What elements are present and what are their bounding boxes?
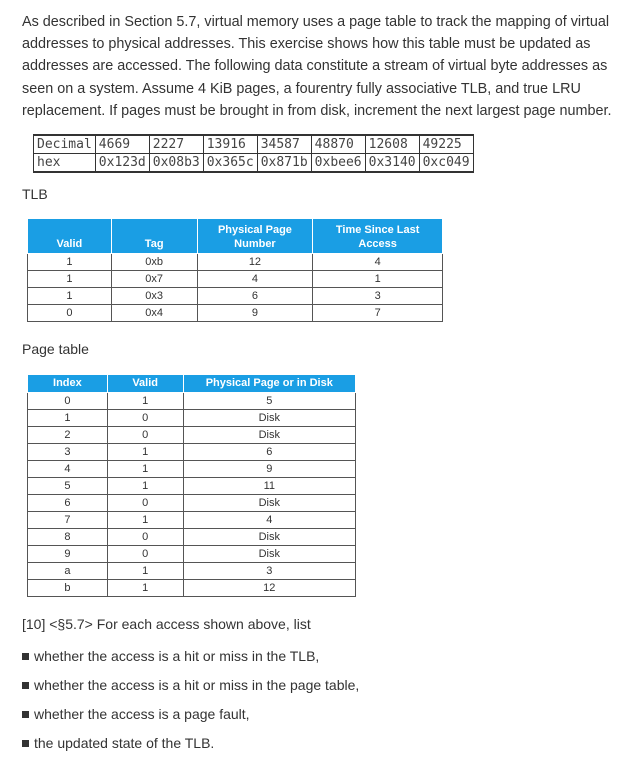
page-table-row xyxy=(28,495,356,512)
decimal-cell: 4669 xyxy=(95,135,149,154)
page-table-cell: 3 xyxy=(183,563,355,580)
decimal-cell: 48870 xyxy=(311,135,365,154)
page-table-cell: 12 xyxy=(183,580,355,597)
hex-row xyxy=(34,154,474,173)
tlb-row xyxy=(28,305,443,322)
question-item-text: the updated state of the TLB. xyxy=(34,734,215,751)
page-table-cell: 1 xyxy=(28,410,108,427)
tlb-header-physical-page-number: Physical Page Number xyxy=(197,219,313,254)
question-item-text: whether the access is a page fault, xyxy=(34,705,250,722)
page-table-row xyxy=(28,546,356,563)
page-table-cell: 8 xyxy=(28,529,108,546)
page-table-header-index: Index xyxy=(28,375,108,393)
page-table-row xyxy=(28,563,356,580)
decimal-row xyxy=(34,135,474,154)
hex-cell: 0x3140 xyxy=(365,154,419,173)
tlb-cell: 4 xyxy=(313,254,443,271)
tlb-cell: 9 xyxy=(197,305,313,322)
tlb-cell: 0x4 xyxy=(111,305,197,322)
question-list xyxy=(22,612,359,757)
tlb-header-valid: Valid xyxy=(28,219,112,254)
hex-label: hex xyxy=(34,154,96,173)
tlb-cell: 7 xyxy=(313,305,443,322)
page-table-row xyxy=(28,444,356,461)
page-table-cell: a xyxy=(28,563,108,580)
page-table-cell: 6 xyxy=(28,495,108,512)
tlb-row xyxy=(28,288,443,305)
tlb-header-row xyxy=(28,219,443,254)
tlb-cell: 1 xyxy=(28,271,112,288)
page-table-cell: 9 xyxy=(28,546,108,563)
page-table-cell: 3 xyxy=(28,444,108,461)
square-bullet-icon xyxy=(22,653,29,660)
tlb-header-time-since-last-access: Time Since Last Access xyxy=(313,219,443,254)
page-table-cell: Disk xyxy=(183,529,355,546)
square-bullet-icon xyxy=(22,740,29,747)
question-item xyxy=(22,641,359,670)
tlb-title: TLB xyxy=(22,186,48,202)
decimal-cell: 2227 xyxy=(149,135,203,154)
page-table-cell: 0 xyxy=(28,393,108,410)
page-table-cell: 0 xyxy=(107,529,183,546)
page-table-cell: Disk xyxy=(183,495,355,512)
page-table-cell: 0 xyxy=(107,410,183,427)
page-table xyxy=(27,374,356,597)
page-table-cell: 1 xyxy=(107,393,183,410)
page-table-cell: 2 xyxy=(28,427,108,444)
page-table-cell: 1 xyxy=(107,563,183,580)
question-item xyxy=(22,728,359,757)
page-table-cell: Disk xyxy=(183,546,355,563)
page-table-title: Page table xyxy=(22,341,89,357)
page-table-cell: 4 xyxy=(183,512,355,529)
decimal-cell: 34587 xyxy=(257,135,311,154)
decimal-label: Decimal xyxy=(34,135,96,154)
page-table-cell: 0 xyxy=(107,546,183,563)
page-table-cell: 11 xyxy=(183,478,355,495)
page-table-cell: Disk xyxy=(183,427,355,444)
hex-cell: 0x365c xyxy=(203,154,257,173)
page-table-cell: 5 xyxy=(183,393,355,410)
intro-paragraph: As described in Section 5.7, virtual memory uses a page table to track the mapping of virtual addresses to physical addresses. This exercise shows how this table must be updated as addresses are accessed. The following data constitute a stream of virtual byte addresses as seen on a system. Assume 4 KiB pages, a fourentry fully associative TLB, and true LRU replacement. If pages must be brought in from disk, increment the next largest page number. xyxy=(22,14,612,119)
tlb-cell: 4 xyxy=(197,271,313,288)
page-table-cell: 4 xyxy=(28,461,108,478)
square-bullet-icon xyxy=(22,711,29,718)
decimal-cell: 12608 xyxy=(365,135,419,154)
page-table-row xyxy=(28,478,356,495)
page-table-cell: 7 xyxy=(28,512,108,529)
tlb-cell: 0 xyxy=(28,305,112,322)
tlb-cell: 1 xyxy=(313,271,443,288)
page-table-cell: 1 xyxy=(107,444,183,461)
tlb-header-tag: Tag xyxy=(111,219,197,254)
page-table-cell: b xyxy=(28,580,108,597)
hex-cell: 0xbee6 xyxy=(311,154,365,173)
hex-cell: 0x871b xyxy=(257,154,311,173)
page-table-header-row xyxy=(28,375,356,393)
tlb-row xyxy=(28,271,443,288)
tlb-cell: 3 xyxy=(313,288,443,305)
question-item xyxy=(22,670,359,699)
tlb-cell: 0xb xyxy=(111,254,197,271)
page-table-cell: 0 xyxy=(107,427,183,444)
tlb-cell: 0x7 xyxy=(111,271,197,288)
page-table-header-valid: Valid xyxy=(107,375,183,393)
address-stream-table xyxy=(33,134,474,173)
tlb-cell: 6 xyxy=(197,288,313,305)
page-table-header-physical-page: Physical Page or in Disk xyxy=(183,375,355,393)
tlb-cell: 12 xyxy=(197,254,313,271)
question-item-text: whether the access is a hit or miss in the page table, xyxy=(34,676,360,693)
page-table-cell: 6 xyxy=(183,444,355,461)
page-table-cell: 1 xyxy=(107,580,183,597)
hex-cell: 0x123d xyxy=(95,154,149,173)
question-item-text: whether the access is a hit or miss in the TLB, xyxy=(34,647,320,664)
decimal-cell: 13916 xyxy=(203,135,257,154)
page-table-row xyxy=(28,393,356,410)
tlb-cell: 1 xyxy=(28,288,112,305)
page-table-row xyxy=(28,427,356,444)
page-table-cell: Disk xyxy=(183,410,355,427)
page-table-row xyxy=(28,580,356,597)
tlb-cell: 1 xyxy=(28,254,112,271)
page-table-row xyxy=(28,461,356,478)
page-table-row xyxy=(28,512,356,529)
tlb-table xyxy=(27,218,443,322)
tlb-cell: 0x3 xyxy=(111,288,197,305)
page-table-cell: 1 xyxy=(107,461,183,478)
tlb-row xyxy=(28,254,443,271)
page-table-cell: 9 xyxy=(183,461,355,478)
page-table-cell: 1 xyxy=(107,512,183,529)
question-prompt: [10] <§5.7> For each access shown above, list xyxy=(22,616,311,632)
page-table-cell: 5 xyxy=(28,478,108,495)
hex-cell: 0xc049 xyxy=(419,154,473,173)
hex-cell: 0x08b3 xyxy=(149,154,203,173)
page-table-cell: 1 xyxy=(107,478,183,495)
page-table-cell: 0 xyxy=(107,495,183,512)
page-table-row xyxy=(28,410,356,427)
question-item xyxy=(22,699,359,728)
decimal-cell: 49225 xyxy=(419,135,473,154)
page-table-row xyxy=(28,529,356,546)
square-bullet-icon xyxy=(22,682,29,689)
